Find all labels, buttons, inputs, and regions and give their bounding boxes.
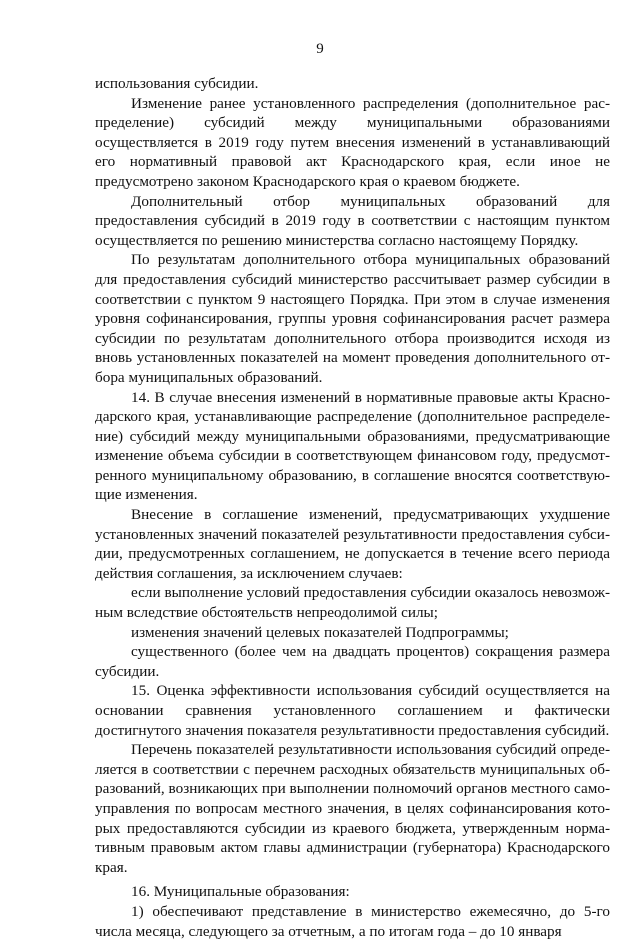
document-body xyxy=(95,74,610,941)
paragraph-additional-selection: Дополнительный отбор муниципальных образований для предоставления субсидий в 2019 году в соответствии с настоящим пунктом осуществляется по решению министерства согласно настоящему Порядку. xyxy=(95,192,610,249)
paragraph-agreement-changes: Внесение в соглашение изменений, предусматривающих ухудшение установленных значений показателей результативности предоставления субсидии, предусмотренных соглашением, не допускается в течение всего периода действия соглашения, за исключением случаев: xyxy=(95,506,610,582)
paragraph-indicators-list: Перечень показателей результативности использования субсидий определяется в соответствии с перечнем расходных обязательств муниципальных образований, возникающих при выполнении полномочий органов местного самоуправления по вопросам местного значения, в целях софинансирования которых предоставляются субсидии из краевого бюджета, утвержденным нормативным правовым актом главы администрации (губернатора) Краснодарского края. xyxy=(95,741,610,876)
paragraph-continuation: использования субсидии. xyxy=(95,75,259,92)
paragraph-case-force-majeure: если выполнение условий предоставления субсидии оказалось невозможным вследствие обстоятельств непреодолимой силы; xyxy=(95,584,610,622)
paragraph-item-16: 16. Муниципальные образования: xyxy=(131,883,350,901)
page-number: 9 xyxy=(316,41,324,57)
paragraph-item-16-1: 1) обеспечивают представление в министерство ежемесячно, до 5-го числа месяца, следующего за отчетным, а по итогам года – до 10 января xyxy=(95,902,610,940)
paragraph-selection-results: По результатам дополнительного отбора муниципальных образований для предоставления субсидий министерство рассчитывает размер субсидии в соответствии с пунктом 9 настоящего Порядка. При этом в случае изменения уровня софинансирования, группы уровня софинансирования расчет размера субсидии по результатам дополнительного отбора производится исходя из вновь установленных показателей на момент проведения дополнительного отбора муниципальных образований. xyxy=(95,251,610,386)
paragraph-redistribution: Изменение ранее установленного распределения (дополнительное распределение) субсидий между муниципальными образованиями осуществляется в 2019 году путем внесения изменений в устанавливающий его нормативный правовой акт Краснодарского края, если иное не предусмотрено законом Краснодарского края о краевом бюджете. xyxy=(95,94,610,190)
paragraph-case-reduction: существенного (более чем на двадцать процентов) сокращения размера субсидии. xyxy=(95,643,610,680)
paragraph-item-15: 15. Оценка эффективности использования субсидий осуществляется на основании сравнения установленного соглашением и фактически достигнутого значения показателя результативности предоставления субсидий. xyxy=(95,682,610,739)
paragraph-item-14: 14. В случае внесения изменений в нормативные правовые акты Краснодарского края, устанавливающие распределение (дополнительное распределение) субсидий между муниципальными образованиями, предусматривающие изменение объема субсидии в соответствующем финансовом году, предусмотренного муниципальному образованию, в соглашение вносятся соответствующие изменения. xyxy=(95,388,610,504)
paragraph-case-targets: изменения значений целевых показателей Подпрограммы; xyxy=(131,623,509,641)
